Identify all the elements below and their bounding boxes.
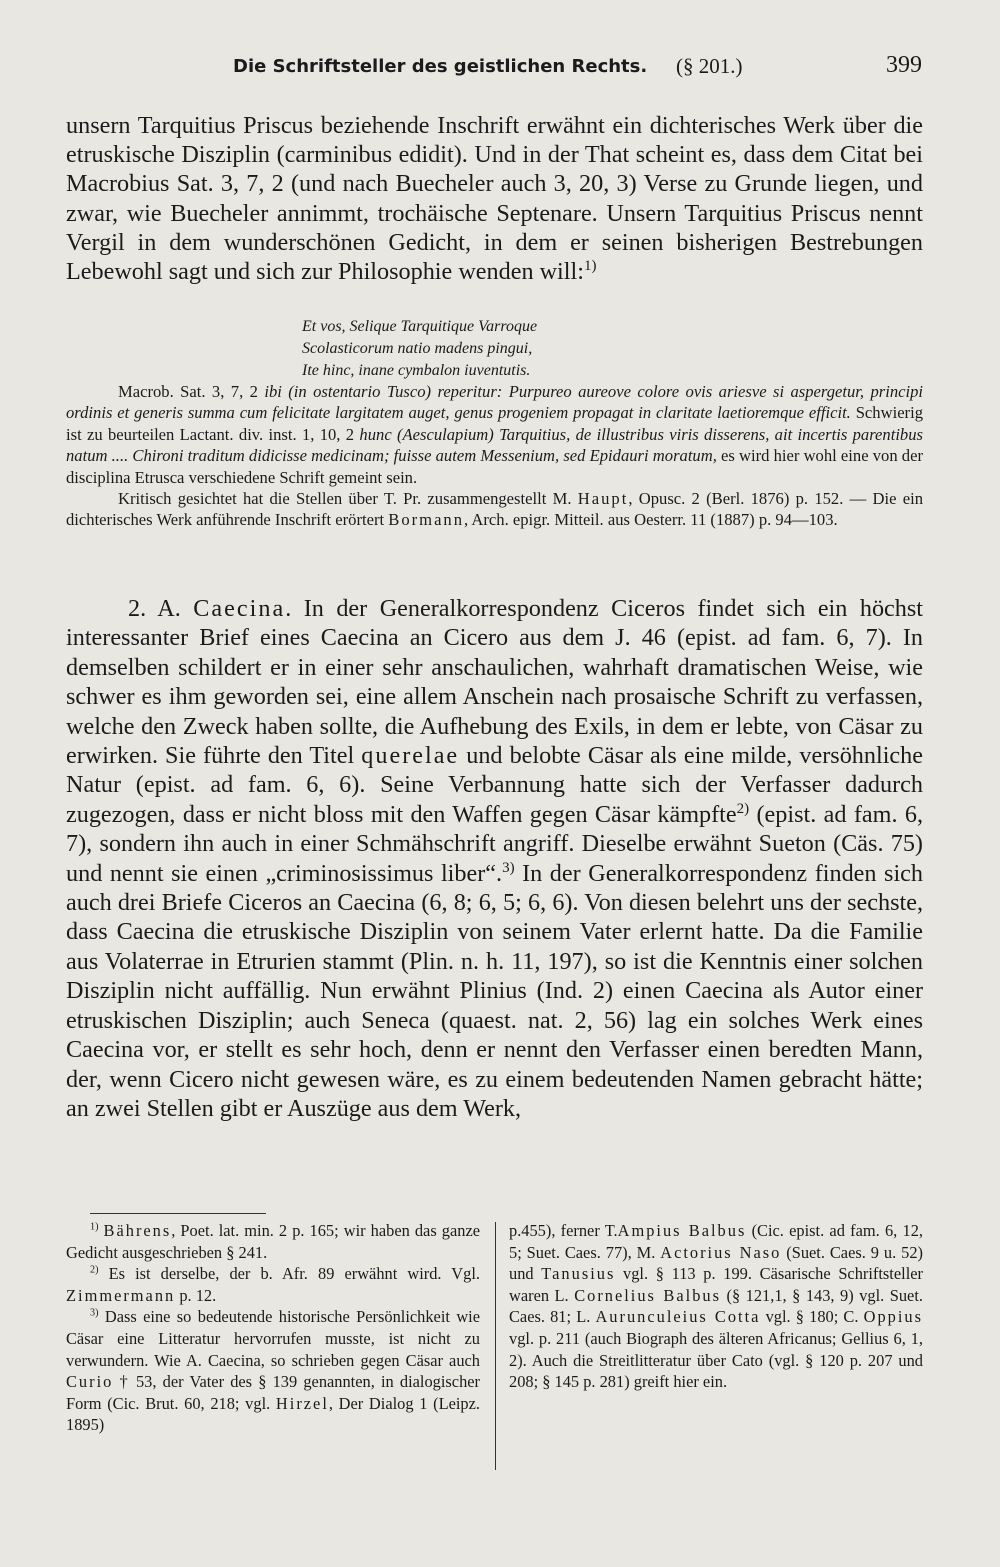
paragraph-text: (epist. ad fam. 6, 7), sondern ihn auch in einer Schmähschrift angriff. Dieselbe erwähnt Sueton (Cäs. 75) und nennt sie einen „criminosissimus liber“. — [66, 800, 924, 887]
author-name: Oppius — [863, 1307, 923, 1327]
latin-quote: ibi (in ostentario Tusco) reperitur: Purpureo aureove colore ovis ariesve si aspergetur, principi ordinis et generis summa cum felicitate largitatem auget, genus progeniem propagat in claritate laetioremque efficit. — [66, 382, 923, 423]
paragraph-caecina — [66, 594, 923, 1123]
section-reference: (§ 201.) — [676, 54, 743, 78]
footnote-text: p. 12. — [179, 1285, 217, 1305]
verse-line-2: Scolasticorum natio madens pingui, — [302, 340, 533, 357]
footnote-ref-3: 3) — [502, 859, 515, 876]
note-text: Kritisch gesichtet hat die Stellen über T. Pr. zusammengestellt M. — [118, 489, 572, 509]
title-word: querelae — [361, 742, 460, 770]
footnote-text: Dass eine so bedeutende historische Persönlichkeit wie Cäsar eine Litteratur hervorrufen musste, ist nicht zu verwundern. Wie A. Caecina, so schrieben gegen Cäsar auch — [66, 1307, 480, 1370]
footnote-rule — [90, 1213, 266, 1214]
footnote-mark: 3) — [90, 1307, 99, 1319]
page-number: 399 — [886, 52, 922, 78]
footnote-ref-2: 2) — [736, 800, 750, 817]
footnote-text: , Der Dialog 1 (Leipz. 1895) — [66, 1393, 480, 1435]
footnote-text: (Cic. epist. ad fam. 6, 12, 5; Suet. Caes. 77), M. — [509, 1221, 923, 1262]
small-print-notes — [66, 381, 923, 531]
page-header — [66, 52, 922, 86]
author-name: Curio — [66, 1372, 114, 1392]
note-comment: Schwierig ist zu beurteilen — [66, 403, 923, 444]
section-name: Caecina — [193, 595, 286, 622]
note-macrobius — [66, 381, 923, 488]
footnote-mark: 2) — [90, 1264, 99, 1276]
author-name: Bormann — [388, 510, 465, 530]
author-name: Zimmermann — [66, 1285, 176, 1305]
main-text-block — [66, 111, 923, 286]
note-text: , Arch. epigr. Mitteil. aus Oesterr. 11 (1887) p. 94—103. — [464, 510, 838, 530]
footnote-mark: 1) — [90, 1221, 99, 1233]
footnote-3 — [66, 1306, 480, 1436]
note-kritisch — [66, 488, 923, 531]
paragraph-tarquitius — [66, 111, 923, 286]
footnote-2 — [66, 1263, 480, 1306]
footnote-text: vgl. § 113 p. 199. Cäsarische Schriftsteller waren L. — [509, 1264, 923, 1305]
footnote-text: (Suet. Caes. 9 u. 52) und — [509, 1242, 923, 1284]
verse-quotation — [302, 316, 537, 382]
author-name: Tanusius — [541, 1264, 616, 1284]
author-name: Cornelius Balbus — [574, 1285, 721, 1305]
author-name: Ampius Balbus — [617, 1221, 747, 1240]
author-name: Bährens — [103, 1221, 172, 1240]
paragraph-text: . In der Generalkorrespondenz Ciceros findet sich ein höchst interessanter Brief eines Caecina an Cicero aus dem J. 46 (epist. ad fam. 6, 7). In demselben schildert er in einer sehr anschaulichen, wahrhaft dramatischen Weise, wie schwer es ihm geworden sei, eine allem Anschein nach prosaische Schrift zu verfassen, welche den Zweck haben sollte, die Aufhebung des Exils, in dem er lebte, von Cäsar zu erwirken. Sie führte den Titel — [66, 595, 923, 770]
note-ref: Macrob. Sat. 3, 7, 2 — [118, 382, 258, 401]
paragraph-text: und belobte Cäsar als eine milde, versöhnliche Natur (epist. ad fam. 6, 6). Seine Verbannung hatte sich der Verfasser dadurch zugezogen, dass er nicht bloss mit den Waffen gegen Cäsar kämpfte — [66, 742, 923, 828]
author-name: Hirzel — [275, 1393, 329, 1413]
note-text: , Opusc. 2 (Berl. 1876) p. 152. — Die ein dichterisches Werk anführende Inschrift erörtert — [66, 489, 923, 530]
footnote-text: vgl. § 180; C. — [765, 1307, 859, 1327]
footnote-text: (§ 121,1, § 143, 9) vgl. Suet. Caes. 81; L. — [509, 1285, 923, 1327]
paragraph-text: unsern Tarquitius Priscus beziehende Inschrift erwähnt ein dichterisches Werk über die etruskische Disziplin (carminibus edidit). Und in der That scheint es, dass dem Citat bei Macrobius Sat. 3, 7, 2 (und nach Buecheler auch 3, 20, 3) Verse zu Grunde liegen, und zwar, wie Buecheler annimmt, trochäische Septenare. Unsern Tarquitius Priscus nennt Vergil in dem wunderschönen Gedicht, in dem er seinen bisherigen Bestrebungen Lebewohl sagt und sich zur Philosophie wenden will: — [66, 112, 923, 286]
footnote-text: vgl. p. 211 (auch Biograph des älteren Africanus; Gellius 6, 1, 2). Auch die Streitlitteratur über Cato (vgl. § 120 p. 207 und 208; § 145 p. 281) greift hier ein. — [509, 1328, 923, 1392]
footnote-text: p.455), ferner T. — [509, 1221, 618, 1240]
footnote-text: , Poet. lat. min. 2 p. 165; wir haben das ganze Gedicht ausgeschrieben § 241. — [66, 1221, 480, 1262]
footnote-1 — [66, 1220, 480, 1263]
note-ref: Lactant. div. inst. 1, 10, 2 — [179, 424, 355, 444]
paragraph-text: In der Generalkorrespondenz finden sich auch drei Briefe Ciceros an Caecina (6, 8; 6, 5; 6, 6). Von diesen belehrt uns der sechste, dass Caecina die etruskische Disziplin von seinem Vater erlernt hatte. Da die Familie aus Volaterrae in Etrurien stammt (Plin. n. h. 11, 197), so ist die Kenntnis einer solchen Disziplin nicht auffällig. Nun erwähnt Plinius (Ind. 2) einen Caecina als Autor einer etruskischen Disziplin; auch Seneca (quaest. nat. 2, 56) lag ein solches Werk eines Caecina vor, er stellt es sehr hoch, denn er nennt den Verfasser einen beredten Mann, der, wenn Cicero nicht gewesen wäre, es zu einem bedeutenden Namen gebracht hätte; an zwei Stellen gibt er Auszüge aus dem Werk, — [66, 859, 923, 1122]
running-title: Die Schriftsteller des geistlichen Rechts. — [233, 56, 648, 77]
verse-line-3: Ite hinc, inane cymbalon iuventutis. — [302, 362, 531, 379]
footnote-column-divider — [495, 1222, 496, 1470]
footnotes-right-column — [509, 1220, 923, 1393]
section-caecina — [66, 594, 923, 1123]
footnote-text: Es ist derselbe, der b. Afr. 89 erwähnt wird. Vgl. — [108, 1264, 480, 1284]
verse-line-1: Et vos, Selique Tarquitique Varroque — [302, 318, 538, 335]
footnote-ref-1: 1) — [583, 257, 597, 274]
note-comment: es wird hier wohl eine von der disciplina Etrusca verschiedene Schrift gemeint sein. — [66, 446, 923, 487]
author-name: Actorius Naso — [660, 1242, 782, 1262]
author-name: Haupt — [577, 489, 629, 509]
latin-quote: hunc (Aesculapium) Tarquitius, de illustribus viris disserens, ait incertis parentibus natum .... Chironi traditum didicisse medicinam; fuisse autem Messenium, sed Epidauri moratum, — [66, 424, 923, 466]
footnotes-left-column — [66, 1220, 480, 1436]
section-number: 2. A. — [128, 595, 181, 622]
author-name: Aurunculeius Cotta — [595, 1307, 761, 1327]
footnote-text: † 53, der Vater des § 139 genannten, in dialogischer Form (Cic. Brut. 60, 218; vgl. — [66, 1372, 480, 1413]
footnote-3-continued — [509, 1220, 923, 1393]
